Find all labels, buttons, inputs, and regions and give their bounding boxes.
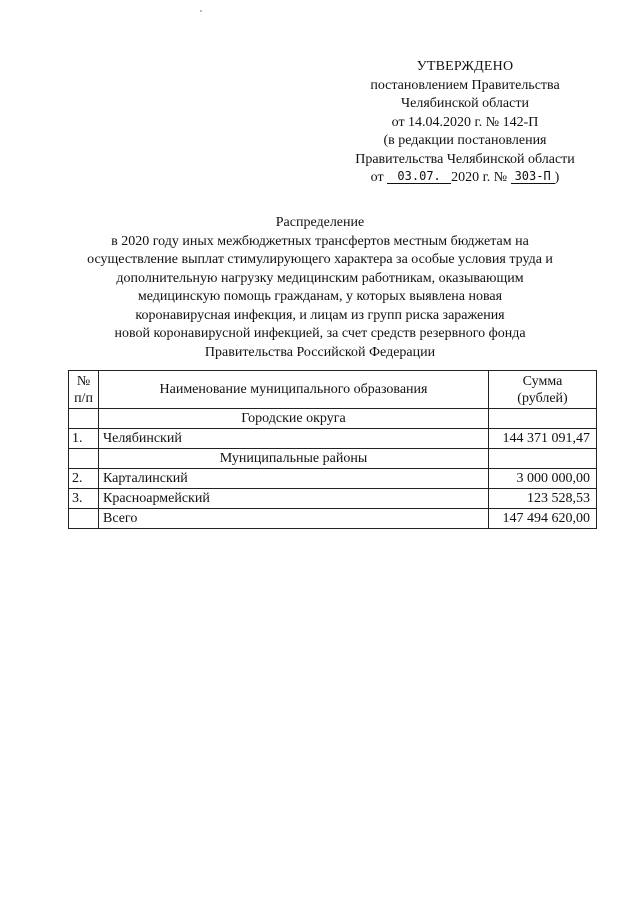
header-name: Наименование муниципального образования <box>99 371 489 409</box>
header-number-line-1: № <box>76 373 91 389</box>
row-number: 3. <box>69 489 99 509</box>
close-paren: ) <box>554 170 560 185</box>
group-empty-cell <box>489 449 597 469</box>
date-prefix: от <box>370 170 384 185</box>
total-label: Всего <box>99 509 489 529</box>
distribution-table <box>68 370 597 529</box>
row-name: Красноармейский <box>99 489 489 509</box>
table-row <box>69 469 597 489</box>
date-filled-field: 03.07. <box>387 169 451 184</box>
row-name: Челябинский <box>99 429 489 449</box>
heading-line-6: коронавирусная инфекция, и лицам из групп риска заражения <box>135 307 505 323</box>
header-sum-line-1: Сумма <box>522 373 563 389</box>
approval-line-4: (в редакции постановления <box>383 133 547 148</box>
group-row <box>69 449 597 469</box>
header-number <box>69 371 99 409</box>
heading-line-3: осуществление выплат стимулирующего характера за особые условия труда и <box>87 252 553 267</box>
approval-line-1: постановлением Правительства <box>370 77 560 93</box>
heading-line-5: медицинскую помощь гражданам, у которых выявлена новая <box>137 289 503 304</box>
approval-line-3: от 14.04.2020 г. № 142-П <box>391 114 539 130</box>
table-header-row <box>69 371 597 409</box>
approval-date-line <box>340 169 590 188</box>
total-row <box>69 509 597 529</box>
total-empty-cell <box>69 509 99 529</box>
row-number: 2. <box>69 469 99 489</box>
group-row <box>69 409 597 429</box>
table-row <box>69 489 597 509</box>
approval-title: УТВЕРЖДЕНО <box>416 59 514 74</box>
total-sum: 147 494 620,00 <box>489 509 597 529</box>
group-empty-cell <box>69 409 99 429</box>
heading-line-2: в 2020 году иных межбюджетных трансфертов местным бюджетам на <box>111 233 529 249</box>
row-sum: 144 371 091,47 <box>489 429 597 449</box>
row-sum: 123 528,53 <box>489 489 597 509</box>
heading-line-4: дополнительную нагрузку медицинским работникам, оказывающим <box>116 270 524 286</box>
row-number: 1. <box>69 429 99 449</box>
document-heading <box>40 214 600 362</box>
heading-line-8: Правительства Российской Федерации <box>204 344 436 360</box>
header-sum <box>489 371 597 409</box>
decree-number-field: 303-П <box>511 169 555 184</box>
header-sum-line-2: (рублей) <box>517 390 568 406</box>
heading-line-1: Распределение <box>275 215 365 230</box>
approval-line-5: Правительства Челябинской области <box>355 151 575 167</box>
group-empty-cell <box>69 449 99 469</box>
approval-line-2: Челябинской области <box>401 96 529 111</box>
group-label-urban-districts: Городские округа <box>99 409 489 429</box>
group-label-municipal-districts: Муниципальные районы <box>99 449 489 469</box>
header-number-line-2: п/п <box>74 390 93 406</box>
approval-stamp-block <box>340 58 590 188</box>
group-empty-cell <box>489 409 597 429</box>
heading-line-7: новой коронавирусной инфекцией, за счет средств резервного фонда <box>114 326 526 341</box>
scan-speck <box>200 10 202 12</box>
table-row <box>69 429 597 449</box>
row-sum: 3 000 000,00 <box>489 469 597 489</box>
year-text: 2020 г. № <box>451 170 508 185</box>
row-name: Карталинский <box>99 469 489 489</box>
